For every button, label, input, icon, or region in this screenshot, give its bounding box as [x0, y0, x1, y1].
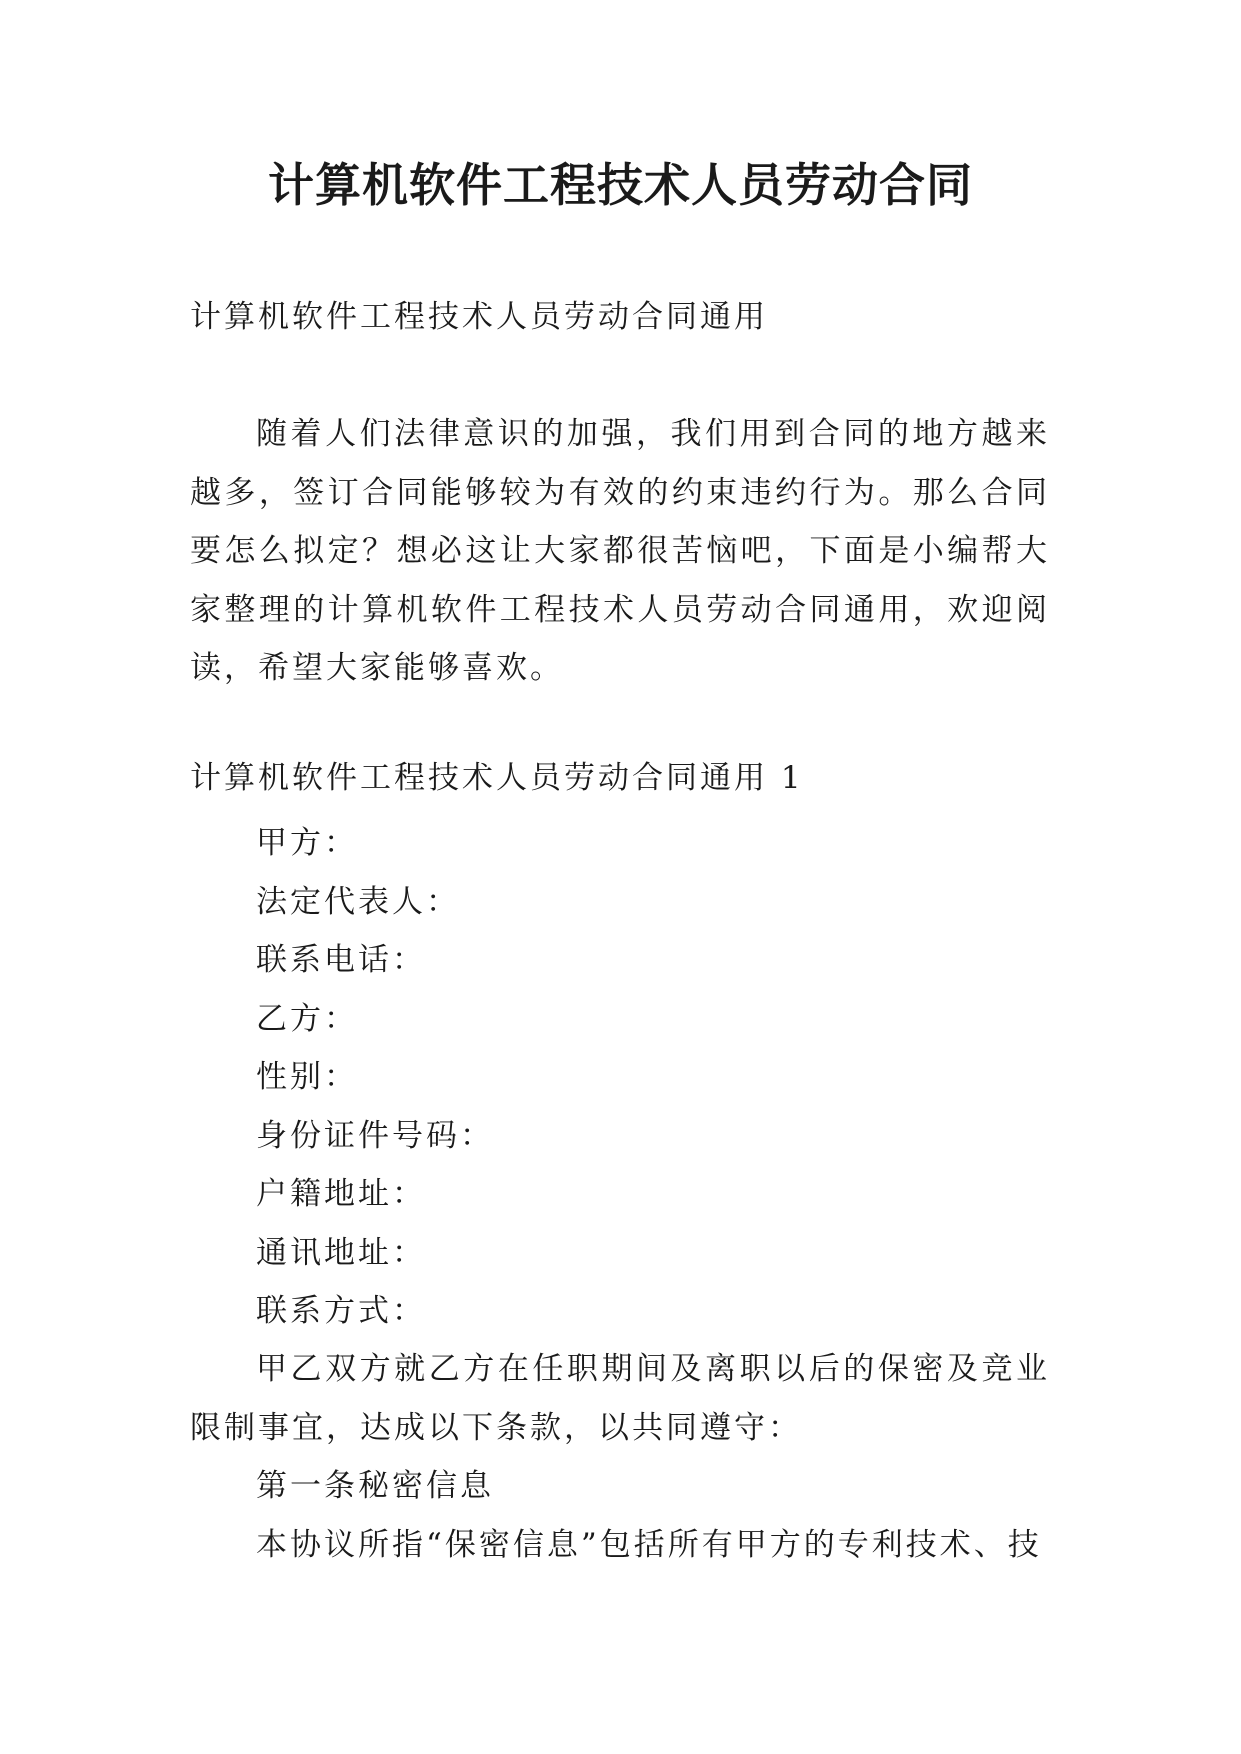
article-1-title: 第一条秘密信息 [256, 1468, 494, 1504]
party-field-list [256, 814, 494, 1341]
field-gender: 性别： [256, 1059, 358, 1095]
field-party-a: 甲方： [256, 825, 358, 861]
field-party-b: 乙方： [256, 1000, 358, 1037]
section-heading: 计算机软件工程技术人员劳动合同通用 1 [190, 760, 804, 796]
field-mailing-address: 通讯地址： [256, 1234, 426, 1271]
article-1-body: 本协议所指“保密信息”包括所有甲方的专利技术、技 [256, 1527, 1042, 1563]
intro-paragraph: 随着人们法律意识的加强，我们用到合同的地方越来越多，签订合同能够较为有效的约束违约行为。那么合同要怎么拟定？想必这让大家都很苦恼吧，下面是小编帮大家整理的计算机软件工程技术人员劳动合同通用，欢迎阅读，希望大家能够喜欢。 [190, 416, 1050, 686]
field-id-number: 身份证件号码： [256, 1117, 494, 1154]
agreement-paragraph: 甲乙双方就乙方在任职期间及离职以后的保密及竞业限制事宜，达成以下条款，以共同遵守： [190, 1351, 1050, 1446]
document-title: 计算机软件工程技术人员劳动合同 [268, 158, 973, 212]
field-household-address: 户籍地址： [256, 1176, 426, 1212]
field-phone: 联系电话： [256, 942, 426, 978]
document-subtitle: 计算机软件工程技术人员劳动合同通用 [190, 299, 768, 335]
field-contact: 联系方式： [256, 1293, 426, 1329]
field-legal-representative: 法定代表人： [256, 883, 460, 920]
